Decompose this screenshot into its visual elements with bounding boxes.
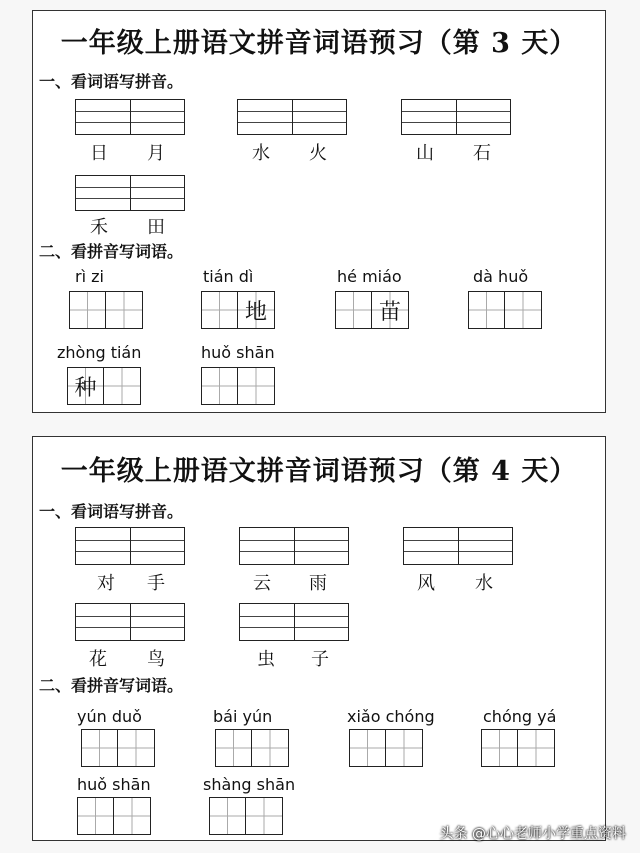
word-item: [401, 99, 511, 164]
word-char: 虫: [257, 649, 275, 670]
pinyin-writing-box[interactable]: [75, 603, 185, 641]
character-grid[interactable]: [201, 291, 275, 329]
pinyin-writing-box[interactable]: [403, 527, 513, 565]
pinyin-prompt: hé miáo: [337, 267, 402, 286]
word-char: 水: [252, 143, 270, 164]
word-item: [75, 175, 185, 238]
pinyin-prompt: rì zi: [75, 267, 104, 286]
word-item: [237, 99, 347, 164]
word-char: 花: [89, 649, 107, 670]
word-item: [239, 527, 349, 594]
character-grid[interactable]: [81, 729, 155, 767]
word-char: 风: [417, 573, 435, 594]
pinyin-writing-box[interactable]: [239, 527, 349, 565]
word-item: [239, 603, 349, 670]
given-char: 地: [238, 292, 274, 328]
word-char: 山: [416, 143, 434, 164]
character-grid[interactable]: [481, 729, 555, 767]
section-heading-write-words: 二、看拼音写词语。: [39, 242, 184, 261]
word-char: 手: [147, 573, 165, 594]
character-grid[interactable]: [335, 291, 409, 329]
character-grid[interactable]: [69, 291, 143, 329]
character-grid[interactable]: [67, 367, 141, 405]
character-grid[interactable]: [468, 291, 542, 329]
pinyin-writing-box[interactable]: [75, 99, 185, 135]
given-char: 种: [68, 368, 104, 404]
section-heading-write-words: 二、看拼音写词语。: [39, 676, 184, 695]
pinyin-writing-box[interactable]: [75, 527, 185, 565]
word-item: [403, 527, 513, 594]
worksheet-day-4: [32, 436, 606, 841]
pinyin-prompt: dà huǒ: [473, 267, 529, 286]
page-title: 一年级上册语文拼音词语预习（第 3 天）: [60, 28, 578, 59]
pinyin-prompt: shàng shān: [203, 775, 296, 794]
character-grid[interactable]: [77, 797, 151, 835]
pinyin-prompt: xiǎo chóng: [347, 707, 435, 726]
word-char: 田: [147, 217, 165, 238]
pinyin-prompt: yún duǒ: [77, 707, 142, 726]
pinyin-writing-box[interactable]: [239, 603, 349, 641]
word-char: 子: [311, 649, 329, 670]
word-char: 对: [97, 573, 115, 594]
word-char: 日: [90, 143, 108, 164]
given-char: 苗: [372, 292, 408, 328]
character-grid[interactable]: [209, 797, 283, 835]
section-heading-write-pinyin: 一、看词语写拼音。: [39, 72, 184, 91]
pinyin-prompt: zhòng tián: [57, 343, 142, 362]
word-char: 月: [147, 143, 165, 164]
word-char: 石: [473, 143, 491, 164]
word-char: 鸟: [147, 649, 165, 670]
word-char: 火: [309, 143, 327, 164]
word-item: [75, 99, 185, 164]
word-char: 禾: [90, 217, 108, 238]
pinyin-prompt: huǒ shān: [77, 775, 151, 794]
word-item: [75, 603, 185, 670]
word-char: 云: [253, 573, 271, 594]
pinyin-prompt: tián dì: [203, 267, 254, 286]
character-grid[interactable]: [201, 367, 275, 405]
pinyin-writing-box[interactable]: [237, 99, 347, 135]
watermark-text: 头条 @心心老师小学重点资料: [439, 826, 626, 842]
word-char: 水: [475, 573, 493, 594]
word-item: [75, 527, 185, 594]
pinyin-prompt: bái yún: [213, 707, 273, 726]
pinyin-prompt: huǒ shān: [201, 343, 275, 362]
pinyin-writing-box[interactable]: [75, 175, 185, 211]
page-title: 一年级上册语文拼音词语预习（第 4 天）: [60, 456, 578, 487]
pinyin-writing-box[interactable]: [401, 99, 511, 135]
pinyin-prompt: chóng yá: [483, 707, 557, 726]
character-grid[interactable]: [215, 729, 289, 767]
word-char: 雨: [309, 573, 327, 594]
worksheet-day-3: [32, 10, 606, 413]
character-grid[interactable]: [349, 729, 423, 767]
section-heading-write-pinyin: 一、看词语写拼音。: [39, 502, 184, 521]
